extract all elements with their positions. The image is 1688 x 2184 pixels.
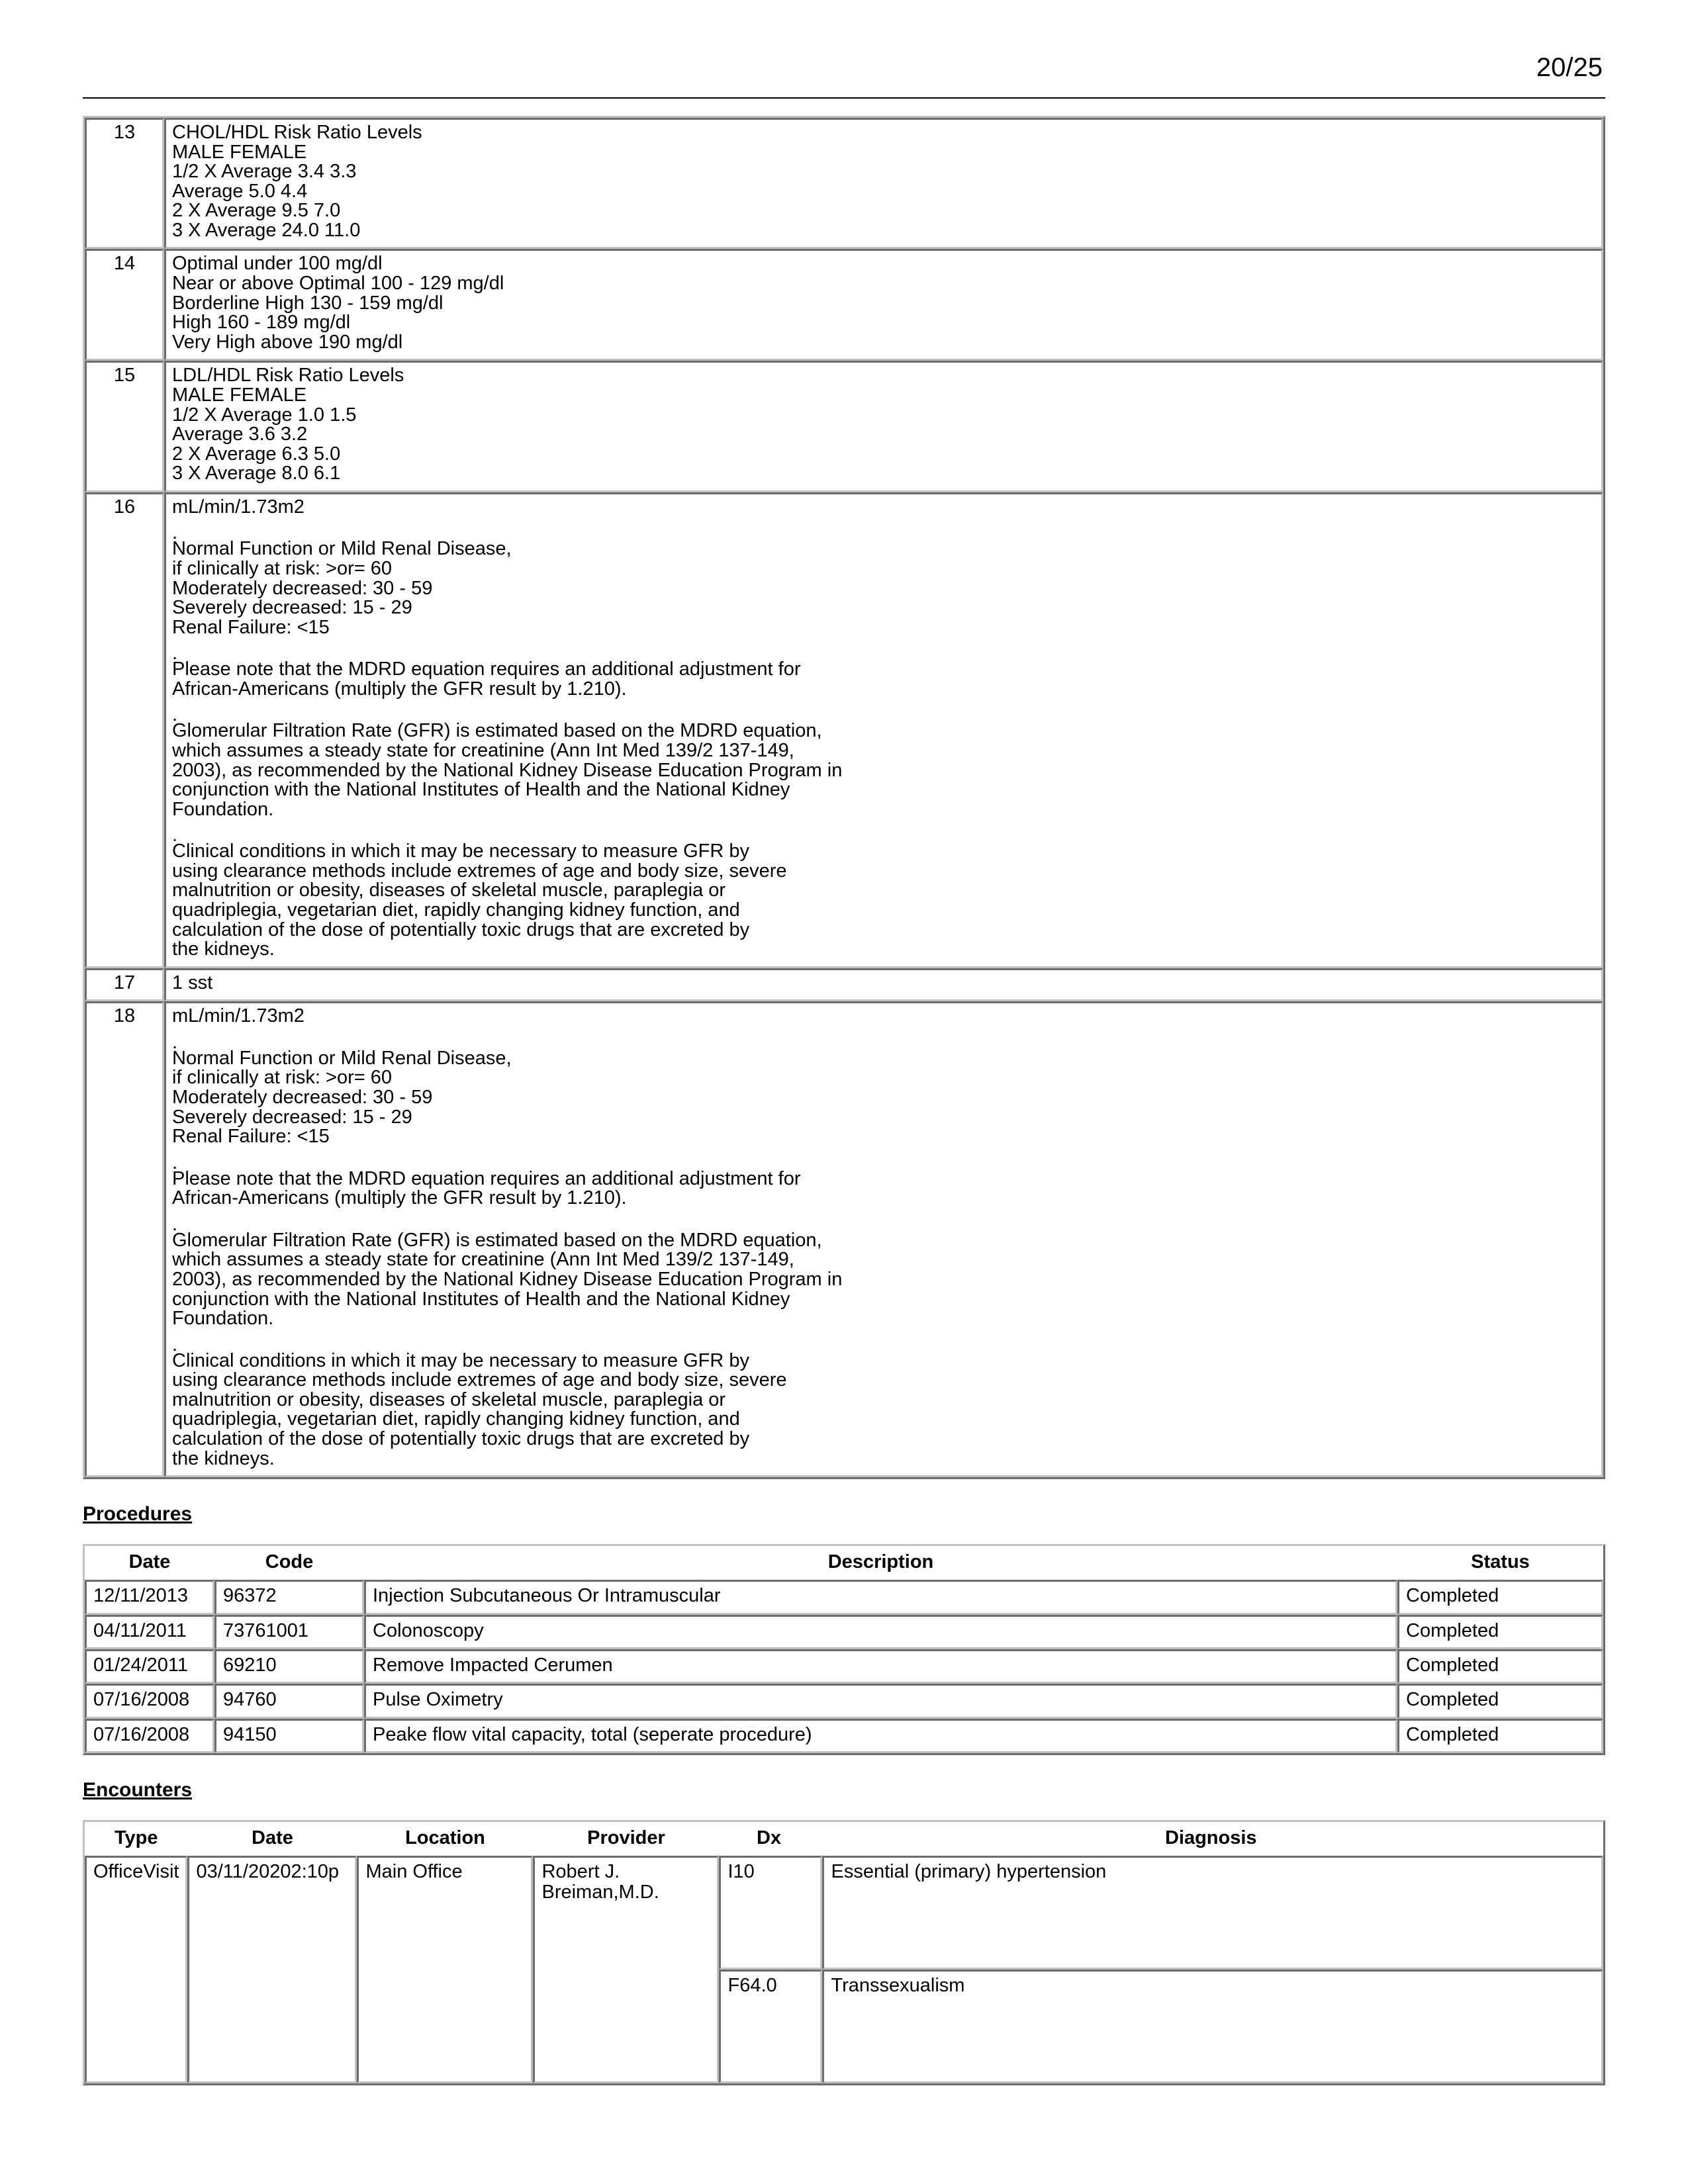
procedures-col-code: Code — [214, 1546, 364, 1580]
lab-note-number: 14 — [85, 249, 164, 361]
encounters-thead — [85, 1822, 1603, 1856]
lab-notes-table — [83, 116, 1605, 1479]
header-divider — [83, 97, 1605, 99]
lab-note-line: Very High above 190 mg/dl — [172, 331, 403, 353]
lab-notes-body — [85, 118, 1603, 1477]
encounters-header-row — [85, 1822, 1603, 1856]
lab-note-line: . — [172, 522, 178, 544]
lab-note-line: quadriplegia, vegetarian diet, rapidly changing kidney function, and — [172, 899, 740, 921]
lab-note-line: Foundation. — [172, 1308, 274, 1330]
lab-note-number: 16 — [85, 492, 164, 968]
encounters-col-provider: Provider — [533, 1822, 719, 1856]
table-row — [85, 1649, 1603, 1684]
lab-note-line: calculation of the dose of potentially toxic drugs that are excreted by — [172, 919, 750, 940]
encounters-heading: Encounters — [83, 1779, 193, 1801]
lab-note-line — [172, 699, 1595, 709]
procedure-code: 73761001 — [214, 1615, 364, 1649]
diagnosis-description: Essential (primary) hypertension — [822, 1856, 1603, 1970]
procedure-code: 96372 — [214, 1580, 364, 1614]
lab-note-line: Renal Failure: <15 — [172, 1126, 330, 1148]
table-row — [85, 1684, 1603, 1718]
lab-note-line: Normal Function or Mild Renal Disease, — [172, 538, 512, 560]
page-header — [83, 0, 1605, 99]
lab-note-line: MALE FEMALE — [172, 384, 307, 406]
procedure-description: Peake flow vital capacity, total (seperate procedure) — [364, 1719, 1397, 1753]
lab-note-number: 17 — [85, 968, 164, 1002]
lab-note-line: Average 5.0 4.4 — [172, 180, 308, 202]
lab-note-line — [172, 1026, 1595, 1037]
encounter-type-line: Office — [93, 1861, 144, 1883]
lab-note-line: quadriplegia, vegetarian diet, rapidly changing kidney function, and — [172, 1408, 740, 1430]
lab-note-line: Borderline High 130 - 159 mg/dl — [172, 292, 444, 314]
diagnosis-row — [719, 1856, 1603, 1970]
lab-note-text — [164, 118, 1603, 249]
lab-note-text — [164, 1001, 1603, 1477]
procedures-thead — [85, 1546, 1603, 1580]
lab-note-line: 1/2 X Average 3.4 3.3 — [172, 161, 357, 183]
lab-note-line: Glomerular Filtration Rate (GFR) is estimated based on the MDRD equation, — [172, 720, 822, 742]
diagnosis-description: Transsexualism — [822, 1970, 1603, 2083]
procedure-description: Pulse Oximetry — [364, 1684, 1397, 1718]
lab-note-line: 2 X Average 9.5 7.0 — [172, 200, 341, 222]
diagnosis-row — [719, 1970, 1603, 2083]
encounter-type — [85, 1856, 187, 2083]
lab-note-line: . — [172, 1213, 178, 1235]
lab-note-line — [172, 1329, 1595, 1340]
lab-note-line: Normal Function or Mild Renal Disease, — [172, 1047, 512, 1069]
lab-note-text — [164, 361, 1603, 492]
lab-note-line: African-Americans (multiply the GFR result by 1.210). — [172, 1187, 627, 1209]
lab-note-line: Glomerular Filtration Rate (GFR) is estimated based on the MDRD equation, — [172, 1229, 822, 1251]
lab-note-line: . — [172, 1152, 178, 1173]
lab-note-number: 18 — [85, 1001, 164, 1477]
lab-note-line: 1/2 X Average 1.0 1.5 — [172, 404, 357, 426]
lab-note-line: Near or above Optimal 100 - 129 mg/dl — [172, 273, 504, 295]
lab-note-line: . — [172, 1334, 178, 1355]
lab-note-line: the kidneys. — [172, 938, 275, 960]
lab-note-line: African-Americans (multiply the GFR result by 1.210). — [172, 678, 627, 700]
lab-note-line: which assumes a steady state for creatinine (Ann Int Med 139/2 137-149, — [172, 739, 794, 761]
diagnosis-code: F64.0 — [719, 1970, 822, 2083]
lab-note-number: 15 — [85, 361, 164, 492]
lab-note-line: 2 X Average 6.3 5.0 — [172, 443, 341, 465]
procedure-date: 12/11/2013 — [85, 1580, 214, 1614]
lab-note-row — [85, 968, 1603, 1002]
lab-note-line: which assumes a steady state for creatinine (Ann Int Med 139/2 137-149, — [172, 1249, 794, 1271]
lab-note-line: High 160 - 189 mg/dl — [172, 312, 351, 334]
lab-note-line — [172, 517, 1595, 527]
lab-note-line: 1 sst — [172, 972, 213, 993]
lab-note-line — [172, 819, 1595, 830]
procedure-code: 94150 — [214, 1719, 364, 1753]
lab-note-line — [172, 637, 1595, 648]
lab-note-row — [85, 118, 1603, 249]
procedure-date: 04/11/2011 — [85, 1615, 214, 1649]
diagnosis-code: I10 — [719, 1856, 822, 1970]
procedure-status: Completed — [1397, 1649, 1603, 1684]
lab-note-line: Average 3.6 3.2 — [172, 424, 308, 445]
lab-note-line — [172, 1208, 1595, 1219]
procedure-status: Completed — [1397, 1719, 1603, 1753]
lab-note-text — [164, 249, 1603, 361]
table-row — [85, 1615, 1603, 1649]
procedure-description: Colonoscopy — [364, 1615, 1397, 1649]
lab-note-line: Optimal under 100 mg/dl — [172, 253, 383, 275]
lab-note-text — [164, 492, 1603, 968]
lab-note-line: . — [172, 1031, 178, 1053]
lab-note-line: Clinical conditions in which it may be necessary to measure GFR by — [172, 1349, 749, 1371]
lab-note-line: malnutrition or obesity, diseases of skeletal muscle, paraplegia or — [172, 1388, 726, 1410]
encounters-col-diagnosis: Diagnosis — [818, 1822, 1603, 1856]
lab-note-line: LDL/HDL Risk Ratio Levels — [172, 365, 404, 387]
procedures-body — [85, 1580, 1603, 1753]
procedures-col-date: Date — [85, 1546, 214, 1580]
lab-note-line: if clinically at risk: >or= 60 — [172, 557, 393, 579]
lab-note-line: calculation of the dose of potentially toxic drugs that are excreted by — [172, 1428, 750, 1449]
lab-note-line: . — [172, 825, 178, 846]
lab-note-line: Please note that the MDRD equation requires an additional adjustment for — [172, 659, 801, 680]
lab-note-number: 13 — [85, 118, 164, 249]
encounter-date-line: 03/11/2020 — [196, 1861, 291, 1883]
procedure-description: Remove Impacted Cerumen — [364, 1649, 1397, 1684]
lab-note-line: using clearance methods include extremes of age and body size, severe — [172, 1369, 787, 1391]
lab-note-line: Clinical conditions in which it may be necessary to measure GFR by — [172, 841, 749, 862]
lab-note-line: . — [172, 704, 178, 726]
lab-note-line: Please note that the MDRD equation requires an additional adjustment for — [172, 1167, 801, 1189]
procedures-heading: Procedures — [83, 1503, 193, 1525]
lab-note-line: 2003), as recommended by the National Kidney Disease Education Program in — [172, 1268, 843, 1290]
encounters-col-type: Type — [85, 1822, 187, 1856]
table-row — [85, 1719, 1603, 1753]
table-row — [85, 1580, 1603, 1614]
lab-note-line: CHOL/HDL Risk Ratio Levels — [172, 122, 422, 143]
procedures-col-status: Status — [1397, 1546, 1603, 1580]
lab-note-line: 3 X Average 24.0 11.0 — [172, 219, 361, 241]
encounter-date-line: 2:10p — [291, 1861, 340, 1883]
encounters-col-date: Date — [187, 1822, 357, 1856]
procedure-date: 07/16/2008 — [85, 1684, 214, 1718]
procedure-code: 69210 — [214, 1649, 364, 1684]
encounter-type-line: Visit — [143, 1861, 179, 1883]
lab-note-line: Moderately decreased: 30 - 59 — [172, 1086, 433, 1108]
procedures-col-description: Description — [364, 1546, 1397, 1580]
lab-note-row — [85, 1001, 1603, 1477]
encounter-provider-line: Robert J. Breiman, — [541, 1861, 620, 1903]
lab-note-line: . — [172, 643, 178, 664]
lab-note-line: using clearance methods include extremes of age and body size, severe — [172, 860, 787, 882]
procedure-status: Completed — [1397, 1615, 1603, 1649]
procedure-description: Injection Subcutaneous Or Intramuscular — [364, 1580, 1397, 1614]
lab-note-line: 3 X Average 8.0 6.1 — [172, 463, 341, 484]
procedure-status: Completed — [1397, 1580, 1603, 1614]
lab-note-row — [85, 492, 1603, 968]
lab-note-line — [172, 1147, 1595, 1158]
page-number: 20/25 — [1536, 53, 1603, 82]
lab-note-line: Severely decreased: 15 - 29 — [172, 597, 412, 619]
encounter-location: Main Office — [357, 1856, 533, 2083]
lab-note-line: mL/min/1.73m2 — [172, 496, 305, 518]
lab-note-line: conjunction with the National Institutes of Health and the National Kidney — [172, 1288, 790, 1310]
lab-note-line: if clinically at risk: >or= 60 — [172, 1067, 393, 1089]
encounters-body — [85, 1856, 1603, 2083]
lab-note-text — [164, 968, 1603, 1002]
procedure-date: 01/24/2011 — [85, 1649, 214, 1684]
procedures-header-row — [85, 1546, 1603, 1580]
encounter-date — [187, 1856, 357, 2083]
lab-note-line: Foundation. — [172, 798, 274, 820]
encounter-provider-line: M.D. — [618, 1881, 659, 1903]
procedure-date: 07/16/2008 — [85, 1719, 214, 1753]
table-row — [85, 1856, 1603, 2083]
encounters-col-location: Location — [357, 1822, 533, 1856]
encounter-provider — [533, 1856, 719, 2083]
lab-note-line: malnutrition or obesity, diseases of skeletal muscle, paraplegia or — [172, 880, 726, 901]
lab-note-line: conjunction with the National Institutes of Health and the National Kidney — [172, 779, 790, 801]
lab-note-line: 2003), as recommended by the National Kidney Disease Education Program in — [172, 759, 843, 781]
procedures-table — [83, 1544, 1605, 1755]
lab-note-line: the kidneys. — [172, 1447, 275, 1469]
procedure-status: Completed — [1397, 1684, 1603, 1718]
encounters-table — [83, 1820, 1605, 2085]
encounters-col-dx: Dx — [719, 1822, 818, 1856]
lab-note-line: Severely decreased: 15 - 29 — [172, 1106, 412, 1128]
lab-note-row — [85, 361, 1603, 492]
lab-note-line: Renal Failure: <15 — [172, 616, 330, 638]
procedure-code: 94760 — [214, 1684, 364, 1718]
lab-note-line: mL/min/1.73m2 — [172, 1005, 305, 1027]
encounter-diagnosis-cell — [719, 1856, 1603, 2083]
diagnosis-table — [719, 1856, 1603, 2083]
lab-note-line: MALE FEMALE — [172, 141, 307, 163]
lab-note-row — [85, 249, 1603, 361]
lab-note-line: Moderately decreased: 30 - 59 — [172, 577, 433, 599]
